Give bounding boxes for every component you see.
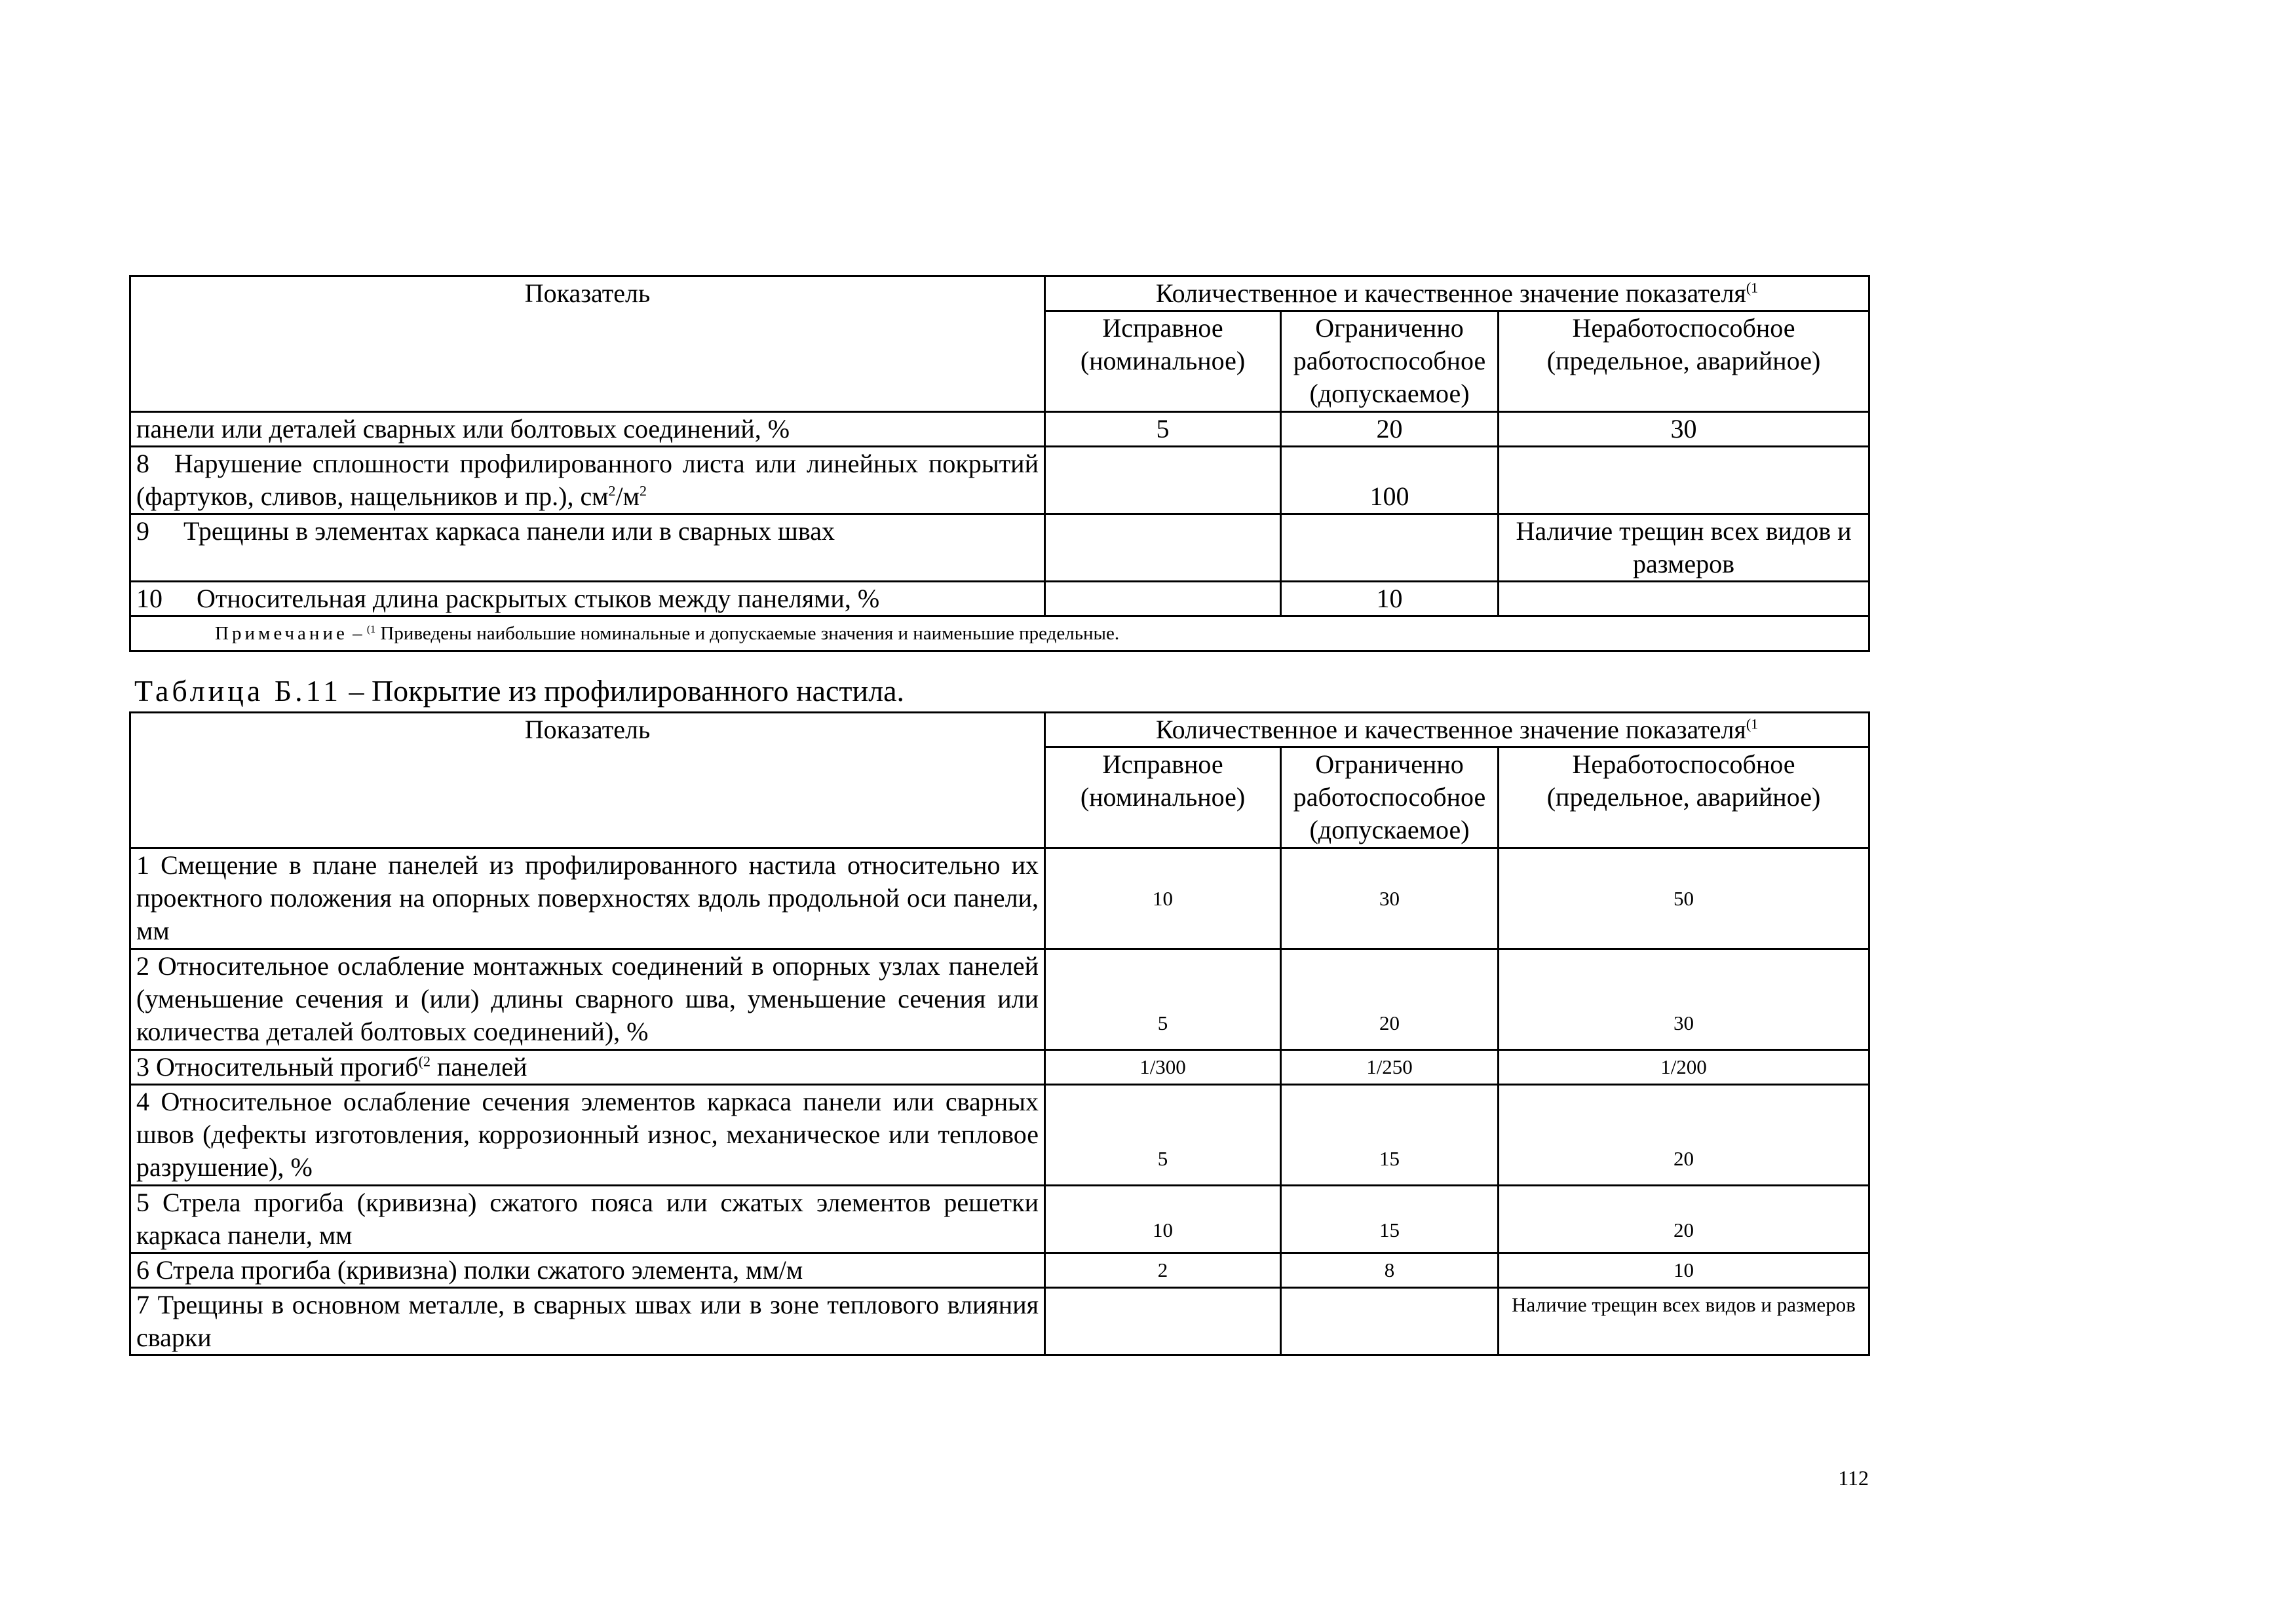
table-row: [130, 514, 1869, 582]
header-indicator: Показатель: [130, 276, 1045, 412]
cell-good: 10: [1045, 1186, 1281, 1253]
table-row: [130, 1288, 1869, 1355]
table-2-caption: Таблица Б.11 – Покрытие из профилированного настила.: [134, 674, 904, 708]
row-text: 4 Относительное ослабление сечения элементов каркаса панели или сварных швов (дефекты изготовления, коррозионный износ, механическое или тепловое разрушение), %: [130, 1085, 1045, 1186]
header-col-limited: Ограниченно работоспособное (допускаемое): [1281, 747, 1499, 848]
cell-good: 10: [1045, 848, 1281, 949]
table-row: [130, 1186, 1869, 1253]
table-row: [130, 447, 1869, 514]
cell-good: [1045, 447, 1281, 514]
table-2: [129, 711, 1870, 1356]
row-text: 1 Смещение в плане панелей из профилированного настила относительно их проектного положения на опорных поверхностях вдоль продольной оси панели, мм: [130, 848, 1045, 949]
cell-failed: [1499, 447, 1869, 514]
cell-failed: 20: [1499, 1085, 1869, 1186]
cell-failed: [1499, 582, 1869, 616]
header-col-failed: Неработоспособное (предельное, аварийное): [1499, 747, 1869, 848]
cell-failed: 30: [1499, 949, 1869, 1050]
row-text: 6 Стрела прогиба (кривизна) полки сжатого элемента, мм/м: [130, 1253, 1045, 1288]
header-col-good: Исправное (номинальное): [1045, 311, 1281, 412]
cell-limited: 20: [1281, 949, 1499, 1050]
row-text: 2 Относительное ослабление монтажных соединений в опорных узлах панелей (уменьшение сечения и (или) длины сварного шва, уменьшение сечения или количества деталей болтовых соединений), %: [130, 949, 1045, 1050]
row-text: 3 Относительный прогиб$^{(2}$ панелей: [130, 1050, 1045, 1085]
cell-limited: 1/250: [1281, 1050, 1499, 1085]
row-text: панели или деталей сварных или болтовых соединений, %: [130, 412, 1045, 447]
cell-good: 1/300: [1045, 1050, 1281, 1085]
header-col-limited: Ограниченно работоспособное (допускаемое): [1281, 311, 1499, 412]
header-col-failed: Неработоспособное (предельное, аварийное): [1499, 311, 1869, 412]
cell-good: 5: [1045, 412, 1281, 447]
cell-good: 5: [1045, 949, 1281, 1050]
cell-limited: [1281, 1288, 1499, 1355]
cell-good: [1045, 1288, 1281, 1355]
header-value-group: Количественное и качественное значение показателя$^{(1}$: [1045, 276, 1869, 311]
cell-good: [1045, 514, 1281, 582]
table-row: [130, 848, 1869, 949]
cell-good: 2: [1045, 1253, 1281, 1288]
cell-limited: 15: [1281, 1186, 1499, 1253]
cell-good: [1045, 582, 1281, 616]
header-col-good: Исправное (номинальное): [1045, 747, 1281, 848]
cell-limited: 100: [1281, 447, 1499, 514]
page-number: 112: [1838, 1466, 1869, 1490]
row-text: 8 Нарушение сплошности профилированного листа или линейных покрытий (фартуков, сливов, нащельников и пр.), $см^2/м^2$: [130, 447, 1045, 514]
cell-limited: 30: [1281, 848, 1499, 949]
header-value-group: Количественное и качественное значение показателя$^{(1}$: [1045, 713, 1869, 747]
table-row: [130, 1253, 1869, 1288]
cell-failed: 50: [1499, 848, 1869, 949]
table-row: [130, 582, 1869, 616]
row-text: 9 Трещины в элементах каркаса панели или в сварных швах: [130, 514, 1045, 582]
header-indicator: Показатель: [130, 713, 1045, 848]
cell-failed: 10: [1499, 1253, 1869, 1288]
table-1: [129, 275, 1870, 652]
cell-limited: 20: [1281, 412, 1499, 447]
table-1-note: Примечание – $^{(1}$ Приведены наибольшие номинальные и допускаемые значения и наименьшие предельные.: [130, 616, 1869, 651]
cell-limited: 15: [1281, 1085, 1499, 1186]
cell-failed: 20: [1499, 1186, 1869, 1253]
table-row: [130, 412, 1869, 447]
cell-failed: Наличие трещин всех видов и размеров: [1499, 514, 1869, 582]
cell-failed: Наличие трещин всех видов и размеров: [1499, 1288, 1869, 1355]
row-text: 7 Трещины в основном металле, в сварных швах или в зоне теплового влияния сварки: [130, 1288, 1045, 1355]
row-text: 10 Относительная длина раскрытых стыков между панелями, %: [130, 582, 1045, 616]
cell-good: 5: [1045, 1085, 1281, 1186]
cell-limited: [1281, 514, 1499, 582]
table-row: [130, 949, 1869, 1050]
cell-limited: 10: [1281, 582, 1499, 616]
table-row: [130, 1085, 1869, 1186]
cell-failed: 1/200: [1499, 1050, 1869, 1085]
cell-limited: 8: [1281, 1253, 1499, 1288]
cell-failed: 30: [1499, 412, 1869, 447]
table-row: [130, 1050, 1869, 1085]
row-text: 5 Стрела прогиба (кривизна) сжатого пояса или сжатых элементов решетки каркаса панели, мм: [130, 1186, 1045, 1253]
